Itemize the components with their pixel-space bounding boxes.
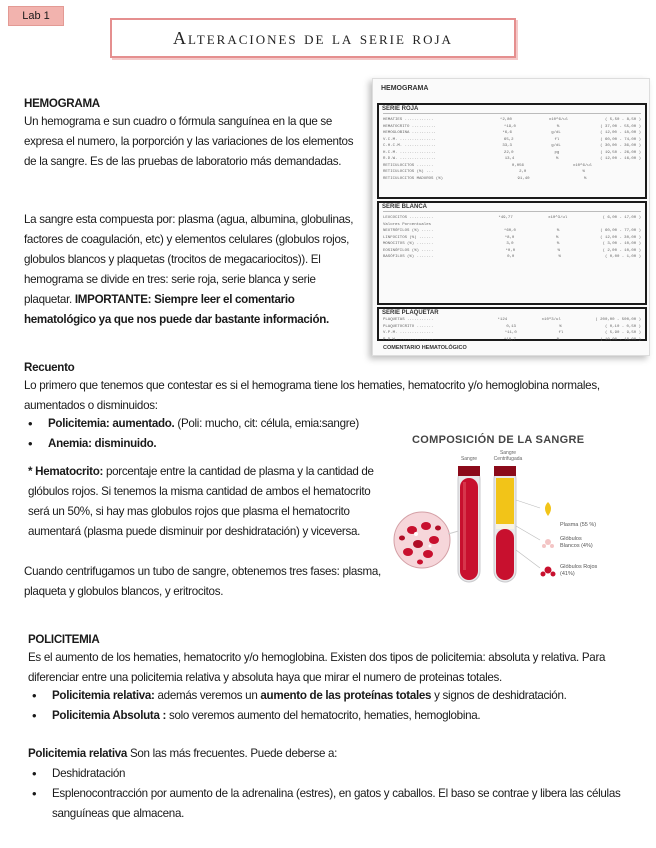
lab-tag: Lab 1 xyxy=(8,6,64,26)
table-cell: P.D.W. .............. xyxy=(383,337,434,342)
serie-plaquetar-rows xyxy=(379,317,645,343)
table-cell: % xyxy=(582,170,585,174)
tube-sangre-label: Sangre xyxy=(460,456,478,462)
table-cell: ( 37,00 - 55,00 ) xyxy=(600,124,641,129)
serie-plaquetar-box xyxy=(377,307,647,341)
table-cell: 0,056 xyxy=(511,163,524,168)
list-item xyxy=(24,414,404,434)
blood-composition-figure xyxy=(392,430,652,598)
sangre-text: La sangre esta compuesta por: plasma (agua, albumina, globulinas, factores de coagulación, etc) y elementos celulares (globulos rojos, globulos blancos y plaquetas (trocitos de megacariocitos)). El hemograma se divide en tres: serie roja, serie blanca y serie plaquetar. xyxy=(24,213,354,306)
table-cell: HEMATIES ............ xyxy=(383,118,434,122)
table-cell: RETICULOCITOS (%) ... xyxy=(383,170,434,174)
table-cell: % xyxy=(556,124,560,129)
table-cell: ( 30,00 - 36,00 ) xyxy=(600,144,641,148)
table-cell: % xyxy=(556,157,559,161)
serie-roja-label: SERIE ROJA xyxy=(382,106,419,112)
table-cell: 22,0 xyxy=(503,150,514,155)
table-cell: 91,40 xyxy=(517,176,530,181)
absoluta-term: Policitemia Absoluta : xyxy=(52,709,167,722)
centrifuga-paragraph: Cuando centrifugamos un tubo de sangre, obtenemos tres fases: plasma, plaqueta y globulos blancos, y eritrocitos. xyxy=(24,565,381,598)
table-cell: *49,77 xyxy=(498,216,513,220)
table-cell: fl xyxy=(554,137,560,142)
table-cell: fl xyxy=(558,331,564,335)
table-cell: PLAQUETOCRITO ....... xyxy=(383,324,434,329)
table-cell: 0,0 xyxy=(507,255,515,259)
table-cell: HEMOGLOBINA .......... xyxy=(383,131,436,135)
comentario-heading: COMENTARIO HEMATOLÓGICO xyxy=(383,345,467,351)
plasma-label: Plasma (55 %) xyxy=(560,522,597,528)
tube-centrifugada-label: Sangre Centrifugada xyxy=(493,450,523,462)
table-cell: ( 0,00 - 1,00 ) xyxy=(604,255,641,259)
table-cell: 33,3 xyxy=(502,144,512,148)
absoluta-def: solo veremos aumento del hematocrito, hematies, hemoglobina. xyxy=(166,709,481,722)
page-title: Alteraciones de la serie roja xyxy=(110,18,516,58)
blancos-label: Glóbulos Blancos (4%) xyxy=(560,536,593,549)
importante-text: IMPORTANTE: Siempre leer el comentario hematológico ya que nos puede dar bastante información. xyxy=(24,293,329,326)
table-cell: NEUTRÓFILOS (%) ..... xyxy=(383,229,434,233)
table-cell: ( 3,00 - 10,00 ) xyxy=(602,242,641,246)
serie-blanca-label: SERIE BLANCA xyxy=(382,204,428,210)
table-cell: PLAQUETAS ........... xyxy=(383,318,434,322)
rojos-label: Glóbulos Rojos (41%) xyxy=(560,564,598,577)
table-cell: RETICULOCITOS MADUROS (%) xyxy=(383,176,444,181)
table-cell: % xyxy=(558,255,561,259)
table-row xyxy=(383,337,641,344)
table-cell: ( 12,00 - 30,00 ) xyxy=(600,235,641,240)
recuento-heading: Recuento xyxy=(24,361,75,374)
table-cell: LINFOCITOS (%) ...... xyxy=(383,235,434,240)
table-cell: V.P.M. .............. xyxy=(383,331,434,335)
table-cell: 13,4 xyxy=(504,157,515,161)
hemograma-heading: HEMOGRAMA xyxy=(24,97,100,110)
serie-blanca-box xyxy=(377,201,647,305)
relativa-post: y signos de deshidratación. xyxy=(431,689,567,702)
table-cell: RETICULOCITOS ....... xyxy=(383,163,434,168)
serie-roja-box xyxy=(377,103,647,199)
table-cell: ( 6,00 - 17,00 ) xyxy=(602,216,641,220)
list-item: • Deshidratación xyxy=(28,764,628,784)
table-cell: *6,6 xyxy=(502,131,512,135)
relativa-intro-text: Son las más frecuentes. Puede deberse a: xyxy=(127,747,338,760)
hemograma-report-image xyxy=(372,78,650,356)
table-cell: % xyxy=(557,248,561,253)
table-cell: H.C.M. ............... xyxy=(383,150,436,155)
blood-illustration xyxy=(392,430,652,598)
policitemia-heading: POLICITEMIA xyxy=(28,633,100,646)
magnified-blood-icon xyxy=(394,512,450,568)
table-cell: *0,0 xyxy=(505,248,516,253)
table-cell: ( 60,00 - 74,00 ) xyxy=(600,137,641,142)
table-cell: % xyxy=(556,242,560,246)
table-cell: 3,0 xyxy=(506,242,514,246)
table-cell: ( 12,00 - 18,00 ) xyxy=(600,131,641,135)
table-cell: *11,0 xyxy=(504,331,517,335)
table-cell: ( 2,00 - 10,00 ) xyxy=(602,248,641,253)
table-cell: LEUCOCITOS .......... xyxy=(383,216,434,220)
table-cell: *18,7 xyxy=(503,337,516,342)
table-cell: R.D.W. ............... xyxy=(383,157,436,161)
table-cell: x10^6/ul xyxy=(548,118,569,122)
policitemia-paragraph: Es el aumento de los hematies, hematocrito y/o hemoglobina. Existen dos tipos de policitemia: absoluta y relativa. Para diferenciar entre una policitemia relativa y absoluta haya que mirar el numero de proteinas totales. xyxy=(28,651,606,684)
report-title: HEMOGRAMA xyxy=(381,85,429,92)
list-item xyxy=(28,686,648,706)
anemia-term: Anemia: disminuido. xyxy=(48,437,157,450)
table-cell: % xyxy=(556,235,559,240)
table-cell: 0,13 xyxy=(506,324,516,329)
table-cell: pg xyxy=(554,150,560,155)
hematocrito-term: * Hematocrito: xyxy=(28,465,104,478)
table-row xyxy=(383,176,641,183)
table-cell: % xyxy=(584,176,587,181)
list-item xyxy=(28,706,648,726)
serie-roja-rows xyxy=(379,117,645,182)
table-cell: 2,0 xyxy=(519,170,527,174)
table-cell: x10^3/ul xyxy=(541,318,561,322)
relativa-term: Policitemia relativa: xyxy=(52,689,155,702)
table-cell: *124 xyxy=(497,318,508,322)
table-cell: *2,80 xyxy=(499,118,512,122)
hematocrito-paragraph xyxy=(28,462,380,542)
table-cell: g/dL xyxy=(551,131,561,135)
table-cell: ( 19,50 - 26,00 ) xyxy=(600,150,641,155)
hemograma-paragraph: Un hemograma e sun cuadro o fórmula sanguínea en la que se expresa el numero, la porporción y las variaciones de los elementos de la sangre. Es de las pruebas de laboratorio más demandadas. xyxy=(24,115,354,168)
table-cell: *60,0 xyxy=(503,229,516,233)
list-item xyxy=(24,434,404,454)
recuento-paragraph: Lo primero que tenemos que contestar es si el hemograma tiene los hematies, hematocrito y/o hemoglobina normales, aumentados o disminuidos: xyxy=(24,379,600,412)
table-cell: C.H.C.M. ............. xyxy=(383,144,436,148)
relativa-heading: Policitemia relativa xyxy=(28,747,128,760)
relativa-pre: además veremos un xyxy=(154,689,261,702)
table-cell: BASÓFILOS (%) ....... xyxy=(383,255,434,259)
relativa-bold: aumento de las proteínas totales xyxy=(260,689,432,702)
white-cells-icon xyxy=(545,539,551,545)
policitemia-def: (Poli: mucho, cit: célula, emia:sangre) xyxy=(174,417,359,430)
relativa-causes-list xyxy=(28,764,628,824)
table-cell: ( 5,50 - 8,50 ) xyxy=(604,118,641,122)
hematocrito-def: porcentaje entre la cantidad de plasma y la cantidad de glóbulos rojos. Si tenemos la misma cantidad de ambos el hematocrito será un 50%, si hay mas globulos rojos que plasma el hematocrito aumentará (plasma puede disminuir por deshidratación) y viceversa. xyxy=(28,465,374,538)
table-cell: *8,0 xyxy=(504,235,515,240)
table-cell: ( 12,00 - 16,00 ) xyxy=(600,157,641,161)
table-cell: ( 0,10 - 0,50 ) xyxy=(604,324,641,329)
table-cell: *19,0 xyxy=(503,124,516,129)
table-cell: 65,2 xyxy=(503,137,514,142)
policitemia-list xyxy=(28,686,648,726)
table-cell: % xyxy=(556,229,560,233)
blood-figure-title: COMPOSICIÓN DE LA SANGRE xyxy=(412,434,585,446)
table-cell: Valores Porcentuales xyxy=(383,222,432,227)
table-cell: ( 60,00 - 77,00 ) xyxy=(600,229,641,233)
table-cell: x10^6/ul xyxy=(572,163,593,168)
sangre-paragraph xyxy=(24,210,364,330)
serie-blanca-rows xyxy=(379,215,645,261)
policitemia-term: Policitemia: aumentado. xyxy=(48,417,175,430)
table-row xyxy=(383,254,641,261)
red-cells-icon xyxy=(545,567,552,574)
blood-tube-icon xyxy=(458,466,480,582)
table-cell: g/dL xyxy=(551,144,561,148)
table-cell: MONOCITOS (%) ....... xyxy=(383,242,434,246)
table-cell: % xyxy=(559,324,562,329)
list-item: • Esplenocontracción por aumento de la adrenalina (estres), en gatos y caballos. El baso se contrae y libera las células sanguíneas que almacena. xyxy=(28,784,628,824)
plasma-drop-icon xyxy=(545,502,551,516)
table-cell: ( 200,00 - 500,00 ) xyxy=(595,318,641,322)
table-cell: ( 10,00 - 18,00 ) xyxy=(600,337,641,342)
table-cell: % xyxy=(556,337,560,342)
table-cell: V.C.M. ............... xyxy=(383,137,436,142)
recuento-list xyxy=(24,414,404,454)
table-cell: EOSINÓFILOS (%) ..... xyxy=(383,248,434,253)
centrifuged-tube-icon xyxy=(494,466,516,582)
table-cell: HEMATOCRITO .......... xyxy=(383,124,436,129)
table-cell: x10^3/ul xyxy=(548,216,568,220)
table-cell: ( 5,90 - 9,50 ) xyxy=(604,331,641,335)
policitemia-relativa-intro xyxy=(28,744,648,764)
serie-plaquetar-label: SERIE PLAQUETAR xyxy=(382,310,439,316)
